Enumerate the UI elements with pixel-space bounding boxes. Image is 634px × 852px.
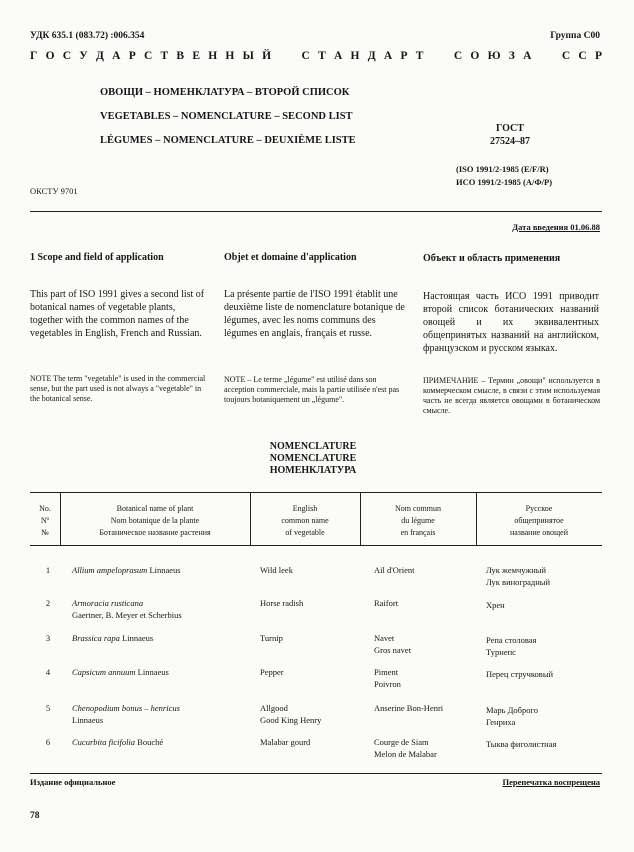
- note-russian: ПРИМЕЧАНИЕ – Термин „овощи" используется в коммерческом смысле, в связи с этим используемая часть не всегда является овощами в ботаническом смысле.: [423, 376, 600, 415]
- scope-text-russian: Настоящая часть ИСО 1991 приводит второй список ботанических названий овощей и их эквивалентных общепринятых названий на английском, французском и русском языках.: [423, 291, 599, 354]
- banner-letter: А: [523, 50, 532, 62]
- page-number: 78: [30, 811, 40, 821]
- header-divider: [30, 211, 602, 212]
- okstu-code: ОКСТУ 9701: [30, 186, 78, 196]
- banner-letter: С: [578, 50, 587, 62]
- iso-reference-2: ИСО 1991/2-1985 (А/Ф/Р): [456, 177, 553, 187]
- banner-letter: Т: [160, 50, 169, 62]
- official-edition-label: Издание официальное: [30, 777, 116, 787]
- header-russian-name: Русское общепринятое название овощей: [509, 504, 569, 537]
- banner-letter: З: [508, 50, 515, 62]
- banner-letter: О: [470, 50, 480, 62]
- nomenclature-heading-english: NOMENCLATURE: [269, 441, 357, 452]
- banner-letter: Г: [30, 50, 38, 62]
- scope-heading-english: 1 Scope and field of application: [30, 252, 164, 263]
- banner-letter: С: [62, 50, 72, 62]
- banner-letter: Н: [350, 50, 360, 62]
- banner-letter: Ю: [487, 50, 501, 62]
- banner-letter: Ы: [242, 50, 254, 62]
- header-french-name: Nom commun du légume en français: [395, 504, 441, 537]
- banner-letter: Д: [95, 50, 104, 62]
- scope-heading-russian: Объект и область применения: [423, 253, 561, 264]
- banner-letter: У: [79, 50, 88, 62]
- nomenclature-heading-russian: НОМЕНКЛАТУРА: [269, 465, 357, 476]
- note-english: NOTE The term "vegetable" is used in the commercial sense, but the part used is not always a "vegetable" in the botanical sense.: [30, 374, 206, 403]
- scope-text-french: La présente partie de l'ISO 1991 établit une deuxième liste de nomenclature botanique de légumes, avec les noms communs des légumes en anglais, français et russe.: [224, 289, 405, 339]
- reprint-prohibited-label: Перепечатка воспрещена: [502, 777, 600, 787]
- nomenclature-heading: [200, 441, 426, 477]
- banner-letter: С: [561, 50, 571, 62]
- state-standard-banner: [30, 50, 602, 62]
- banner-letter: С: [453, 50, 463, 62]
- scope-text-english: This part of ISO 1991 gives a second list of botanical names of vegetable plants, together with the common names of the vegetables in English, French and Russian.: [30, 289, 205, 339]
- gost-label: ГОСТ: [496, 123, 524, 134]
- banner-letter: Н: [208, 50, 218, 62]
- table-body: 1 Allium ampeloprasum Linnaeus Wild leek Ail d'Orient Лук жемчужный Лук виноградный 2 Armoracia rusticana Gaertner, B. Meyer et Scherbius Horse radish Raifort Хрен 3 Brassica rapa Linnaeus Turnip Navet Gros navet Репа столовая Турнепс 4 Capsicum annuum Linnaeus Pepper Piment Poivron Перец стручковый 5 Chenopodium bonus – henricus Linnaeus Allgood Good King Henry Anserine Bon-Henri Марь Доброго Генриха 6 Cucurbita ficifolia Bouché Malabar gourd Courge de Siam Melon de Malabar Тыква фиголистная: [45, 565, 557, 759]
- title-french: LÉGUMES – NOMENCLATURE – DEUXIÈME LISTE: [100, 135, 356, 146]
- udk-code: УДК 635.1 (083.72) :006.354: [30, 31, 145, 41]
- nomenclature-table: [30, 492, 602, 770]
- gost-number: 27524–87: [490, 136, 530, 147]
- banner-letter: С: [143, 50, 153, 62]
- banner-letter: Р: [128, 50, 136, 62]
- banner-letter: Й: [262, 50, 272, 62]
- banner-gap: [432, 50, 446, 62]
- header-botanical-name: Botanical name of plant Nom botanique de la plante Ботаническое название растения: [99, 504, 211, 537]
- iso-reference-1: (ISO 1991/2-1985 (E/F/R): [456, 164, 549, 174]
- banner-letter: А: [383, 50, 393, 62]
- banner-letter: Т: [318, 50, 326, 62]
- date-of-introduction: Дата введения 01.06.88: [512, 222, 600, 232]
- banner-letter: Н: [225, 50, 235, 62]
- banner-letter: Т: [415, 50, 424, 62]
- banner-letter: Р: [400, 50, 408, 62]
- banner-gap: [279, 50, 293, 62]
- note-french: NOTE – Le terme „légume" est utilisé dans son acception commerciale, mais la partie utilisée n'est pas toujours botaniquement un „légume".: [224, 375, 400, 404]
- gost-designation: [480, 122, 540, 148]
- banner-letter: Е: [192, 50, 200, 62]
- banner-letter: Д: [367, 50, 376, 62]
- banner-letter: А: [112, 50, 121, 62]
- banner-letter: С: [301, 50, 310, 62]
- header-number: No. Nº №: [39, 504, 51, 537]
- title-russian: ОВОЩИ – НОМЕНКЛАТУРА – ВТОРОЙ СПИСОК: [100, 87, 350, 98]
- banner-letter: О: [45, 50, 55, 62]
- banner-letter: Р: [594, 50, 602, 62]
- banner-gap: [540, 50, 554, 62]
- banner-letter: В: [176, 50, 185, 62]
- group-code: Группа С00: [550, 31, 600, 41]
- banner-letter: А: [334, 50, 343, 62]
- scope-heading-french: Objet et domaine d'application: [224, 252, 357, 263]
- nomenclature-heading-french: NOMENCLATURE: [269, 453, 357, 464]
- table-header: [30, 493, 602, 545]
- title-english: VEGETABLES – NOMENCLATURE – SECOND LIST: [100, 111, 353, 122]
- footer-divider: [30, 773, 602, 774]
- header-english-name: English common name of vegetable: [281, 504, 329, 537]
